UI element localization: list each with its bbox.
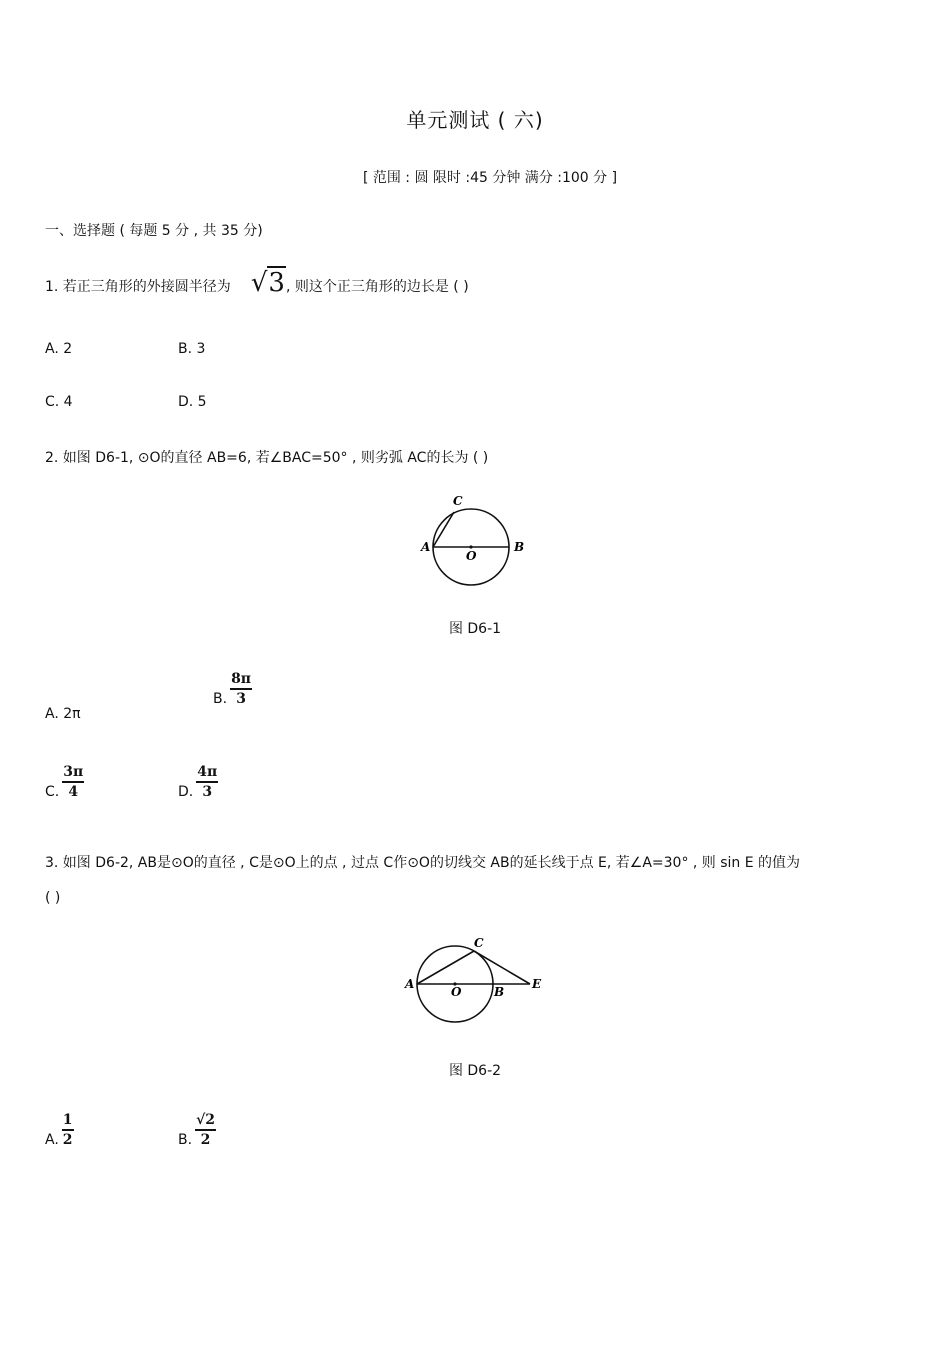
fraction-numerator: 4π — [197, 764, 218, 780]
question-2-stem: 2. 如图 D6-1, ⊙O的直径 AB=6, 若∠BAC=50° , 则劣弧 AC的长为 ( ) — [45, 450, 489, 466]
q3-option-b — [178, 1113, 216, 1147]
q2-option-a: A. 2π — [45, 706, 81, 722]
page-title: 单元测试 ( 六) — [406, 108, 544, 132]
tangent-ce — [474, 951, 530, 984]
question-3-stem-line2: ( ) — [45, 890, 61, 906]
q1-option-d: D. 5 — [178, 394, 207, 410]
q3-option-a — [45, 1113, 74, 1147]
page-subtitle: [ 范围 : 圆 限时 :45 分钟 满分 :100 分 ] — [362, 170, 618, 186]
section-heading: 一、选择题 ( 每题 5 分 , 共 35 分) — [45, 223, 263, 239]
sqrt-3-symbol: √3 — [250, 268, 285, 298]
q2-option-c-label: C. — [45, 784, 60, 800]
q1-option-b: B. 3 — [178, 341, 206, 357]
fraction-denominator: 3 — [202, 784, 213, 800]
figure-d6-2-caption: 图 D6-2 — [448, 1063, 502, 1079]
fraction-denominator: 3 — [236, 691, 246, 707]
label-c: C — [453, 494, 463, 508]
fraction-denominator: 2 — [62, 1132, 73, 1148]
fraction-numerator: √2 — [196, 1112, 216, 1128]
fraction-denominator: 2 — [200, 1132, 211, 1148]
label-a: A — [421, 540, 431, 554]
q2-option-c-fraction — [62, 765, 84, 799]
question-1-stem-before: 1. 若正三角形的外接圆半径为 — [45, 279, 231, 295]
figure-d6-1-caption: 图 D6-1 — [448, 621, 502, 637]
sqrt-radicand: 3 — [268, 268, 285, 298]
q2-option-b-label: B. — [213, 691, 228, 707]
figure-d6-1 — [410, 488, 540, 588]
q3-option-a-label: A. — [45, 1132, 59, 1148]
label-a: A — [405, 977, 415, 991]
q2-option-c — [45, 765, 84, 799]
question-3-stem-line1: 3. 如图 D6-2, AB是⊙O的直径 , C是⊙O上的点 , 过点 C作⊙O的切线交 AB的延长线于点 E, 若∠A=30° , 则 sin E 的值为 — [45, 855, 801, 871]
fraction-numerator: 3π — [63, 764, 84, 780]
q2-option-d — [178, 765, 218, 799]
question-1-stem-after: , 则这个正三角形的边长是 ( ) — [285, 279, 469, 295]
chord-ac — [433, 512, 454, 547]
fraction-denominator: 4 — [68, 784, 79, 800]
q1-option-a: A. 2 — [45, 341, 73, 357]
label-b: B — [494, 985, 505, 999]
chord-ac — [417, 951, 474, 984]
q3-option-b-fraction — [195, 1113, 216, 1147]
label-b: B — [514, 540, 525, 554]
question-1-stem — [45, 268, 469, 298]
q2-option-d-label: D. — [178, 784, 194, 800]
label-c: C — [474, 936, 484, 950]
label-o: O — [451, 985, 462, 999]
q3-option-b-label: B. — [178, 1132, 193, 1148]
q3-option-a-fraction — [62, 1113, 74, 1147]
fraction-numerator: 1 — [62, 1112, 73, 1128]
fraction-numerator: 8π — [231, 671, 252, 687]
q1-option-c: C. 4 — [45, 394, 73, 410]
q2-option-d-fraction — [196, 765, 218, 799]
label-o: O — [466, 549, 477, 563]
figure-d6-2 — [400, 930, 550, 1030]
label-e: E — [532, 977, 542, 991]
q2-option-b — [213, 672, 252, 706]
q2-option-b-fraction — [230, 672, 252, 706]
